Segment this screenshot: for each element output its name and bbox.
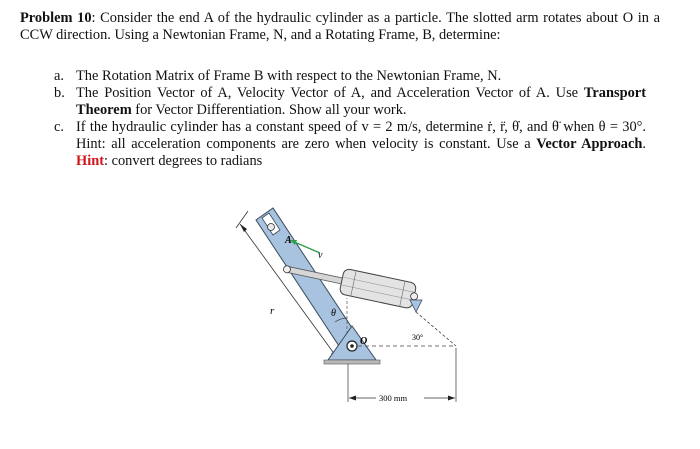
task-text-b-2: for Vector Differentiation. Show all your work.	[131, 102, 407, 118]
hydraulic-cylinder-figure	[200, 188, 480, 433]
hint-label: Hint	[76, 153, 104, 169]
label-a: A	[285, 235, 292, 246]
task-text-c-1: If the hydraulic cylinder has a constant speed of v = 2 m/s, determine ṙ, r̈, θ̇, and θ̈ when θ = 30°. Hint: all acceleration components are zero when velocity is constant. Use a	[76, 119, 646, 152]
task-text-a: The Rotation Matrix of Frame B with respect to the Newtonian Frame, N.	[76, 68, 502, 84]
dimension-300-label: 300 mm	[379, 393, 408, 403]
r-arrow-top	[240, 224, 247, 232]
task-marker-c: c.	[54, 119, 64, 135]
label-r: r	[270, 305, 275, 317]
label-theta: θ	[331, 308, 336, 319]
pivot-o-center	[350, 344, 354, 348]
task-text-c-3: : convert degrees to radians	[104, 153, 263, 169]
task-list	[46, 68, 646, 170]
dimension-arrow-right	[448, 396, 455, 401]
task-marker-a: a.	[54, 68, 64, 84]
vector-approach-term: Vector Approach	[536, 136, 643, 152]
pin-a	[268, 224, 275, 231]
task-text-b-1: The Position Vector of A, Velocity Vector of A, and Acceleration Vector of A. Use	[76, 85, 584, 101]
dimension-arrow-left	[349, 396, 356, 401]
problem-label: Problem 10	[20, 10, 92, 26]
angle-label: 30°	[412, 333, 424, 342]
transport-theorem-term: Transport Theorem	[76, 85, 646, 118]
task-item-c	[46, 119, 646, 170]
label-o: O	[360, 336, 368, 347]
label-v: v	[318, 250, 323, 261]
ground-plate	[324, 360, 380, 364]
task-marker-b: b.	[54, 85, 65, 101]
task-item-b	[46, 85, 646, 119]
task-item-a	[46, 68, 646, 85]
problem-statement	[20, 10, 660, 44]
r-dimension-line	[236, 211, 346, 364]
problem-text: : Consider the end A of the hydraulic cylinder as a particle. The slotted arm rotates about O in a CCW direction. Using a Newtonian Frame, N, and a Rotating Frame, B, determine:	[20, 10, 660, 43]
task-text-c-2: .	[642, 136, 646, 152]
